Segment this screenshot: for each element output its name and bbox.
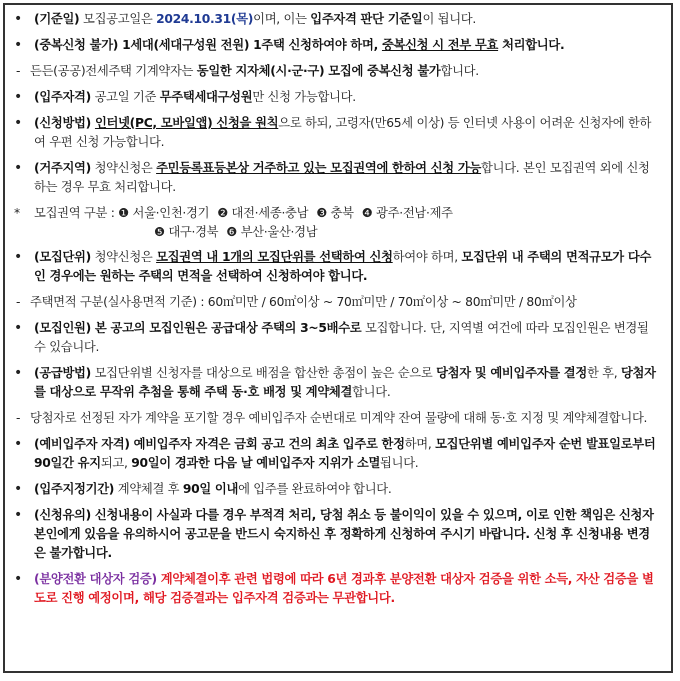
bullet-icon: • (14, 320, 22, 336)
text-run: 계약체결 후 (114, 482, 183, 496)
emphasis-run: (거주지역) (34, 161, 91, 175)
emphasis-run: (신청유의) 신청내용이 사실과 다를 경우 부적격 처리, 당첨 취소 등 불이익이 있을 수 있으며, 이로 인한 책임은 신청자 본인에게 있음을 유의하시어 공고문을 반드시 숙지하신 후 정확하게 신청하여 주시기 바랍니다. 신청 후 신청내용 변경은 불가합니다. (34, 508, 654, 560)
text-run: 청약신청은 (90, 161, 157, 175)
text-run: 공고일 기준 (90, 90, 160, 104)
bullet-icon: • (14, 89, 22, 105)
text-run: 합니다. 본인 모집권역 외에 신청하는 경우 무효 처리합니다. (34, 161, 650, 194)
region-label: 모집권역 구분 : (34, 206, 119, 220)
bullet-icon: • (14, 160, 22, 176)
emphasis-run: 당첨자를 대상으로 무작위 추첨을 통해 주택 동·호 배정 및 계약체결 (34, 366, 656, 399)
text-run: 이며, 이는 (253, 12, 311, 26)
emphasis-underlined: 모집권역 내 1개의 모집단위를 선택하여 신청 (156, 250, 393, 264)
notice-item-supply (12, 364, 658, 402)
text-run: 에 입주를 완료하여야 합니다. (238, 482, 392, 496)
text-run: 당첨자로 선정된 자가 계약을 포기할 경우 예비입주자 순번대로 미계약 잔여 물량에 대해 동·호 지정 및 계약체결합니다. (30, 411, 648, 425)
region-entry: ❺ 대구·경북 (154, 225, 219, 239)
bullet-icon: • (14, 436, 22, 452)
emphasis-run: 처리합니다. (498, 38, 565, 52)
bullet-icon: • (14, 249, 22, 265)
notice-item-conversion (12, 570, 658, 608)
notice-item-supply-sub (12, 409, 658, 428)
emphasis-run: (공급방법) (34, 366, 91, 380)
text-run: 한 후, (586, 366, 621, 380)
text-run: 되고, (100, 456, 132, 470)
emphasis-run: 무주택세대구성원 (159, 90, 253, 104)
bullet-icon: • (14, 507, 22, 523)
emphasis-underlined: 중복신청 시 전부 무효 (381, 38, 499, 52)
region-entry: ❶ 서울·인천·경기 (118, 206, 210, 220)
notice-item-caution (12, 506, 658, 563)
region-entry: ❹ 광주·전남·제주 (361, 206, 453, 220)
notice-item-eligibility (12, 88, 658, 107)
text-run: 든든(공공)전세주택 기계약자는 (30, 64, 197, 78)
region-list (12, 204, 658, 242)
region-entry: ❻ 부산·울산·경남 (226, 225, 318, 239)
bullet-icon: • (14, 37, 22, 53)
text-run: 청약신청은 (90, 250, 157, 264)
notice-item-duplicate (12, 36, 658, 55)
text-run: 주택면적 구분(실사용면적 기준) : 60㎡미만 / 60㎡이상 ~ 70㎡미만 / 70㎡이상 ~ 80㎡미만 / 80㎡이상 (30, 295, 577, 309)
bullet-icon: • (14, 115, 22, 131)
notice-content (12, 10, 658, 615)
notice-item-period (12, 480, 658, 499)
dash-marker: - (16, 64, 21, 78)
notice-item-reserve (12, 435, 658, 473)
text-run: 합니다. (440, 64, 479, 78)
notice-item-area-sub (12, 293, 658, 312)
emphasis-underlined: 주민등록표등본상 거주하고 있는 모집권역에 한하여 신청 가능 (156, 161, 482, 175)
emphasis-run: (모집단위) (34, 250, 91, 264)
emphasis-run: 90일 이내 (182, 482, 239, 496)
emphasis-run: (분양전환 대상자 검증) (34, 572, 161, 586)
bullet-icon: • (14, 481, 22, 497)
emphasis-run: 계약체결이후 관련 법령에 따라 6년 경과후 분양전환 대상자 검증을 위한 소득, 자산 검증을 별도로 진행 예정이며, 해당 검증결과는 입주자격 검증과는 무관합니다. (34, 572, 654, 605)
bullet-icon: • (14, 365, 22, 381)
text-run: 하여야 하며, (392, 250, 462, 264)
notice-item-base-date (12, 10, 658, 29)
region-entry: ❷ 대전·세종·충남 (217, 206, 309, 220)
emphasis-run: (입주자격) (34, 90, 91, 104)
text-run: 합니다. (352, 385, 391, 399)
notice-item-method (12, 114, 658, 152)
text-run: 모집합니다. 단, 지역별 여건에 따라 모집인원은 변경될 수 있습니다. (34, 321, 649, 354)
text-run: 만 신청 가능합니다. (252, 90, 356, 104)
emphasis-run: 동일한 지자체(시·군·구) 모집에 중복신청 불가 (196, 64, 441, 78)
notice-item-recruit (12, 319, 658, 357)
emphasis-underlined: 인터넷(PC, 모바일앱) 신청을 원칙 (94, 116, 279, 130)
text-run: 하며, (404, 437, 436, 451)
text-run: 모집단위별 신청자를 대상으로 배점을 합산한 총점이 높은 순으로 (90, 366, 437, 380)
emphasis-run: 90일이 경과한 다음 날 예비입주자 지위가 소멸 (131, 456, 381, 470)
emphasis-run: (기준일) (34, 12, 80, 26)
region-entry: ❸ 충북 (316, 206, 354, 220)
text-run: 이 됩니다. (422, 12, 476, 26)
bullet-icon: • (14, 571, 22, 587)
emphasis-run: 당첨자 및 예비입주자를 결정 (436, 366, 587, 380)
emphasis-run: (예비입주자 자격) 예비입주자 자격은 금회 공고 건의 최초 입주로 한정 (34, 437, 405, 451)
notice-item-unit (12, 248, 658, 286)
emphasis-run: 2024.10.31(목) (156, 12, 254, 26)
emphasis-run: 모집단위 내 주택의 면적규모가 다수인 경우에는 원하는 주택의 면적을 선택하여 신청하여야 합니다. (34, 250, 652, 283)
text-run: 모집공고일은 (79, 12, 157, 26)
bullet-icon: • (14, 11, 22, 27)
emphasis-run: (입주지정기간) (34, 482, 115, 496)
text-run: 됩니다. (380, 456, 419, 470)
emphasis-run: 모집단위별 예비입주자 순번 발표일로부터 90일간 유지 (34, 437, 656, 470)
asterisk-marker: * (14, 206, 20, 220)
emphasis-run: (신청방법) (34, 116, 95, 130)
emphasis-run: (모집인원) 본 공고의 모집인원은 공급대상 주택의 3~5배수로 (34, 321, 362, 335)
notice-item-duplicate-sub (12, 62, 658, 81)
emphasis-run: 입주자격 판단 기준일 (310, 12, 423, 26)
notice-item-residence (12, 159, 658, 197)
dash-marker: - (16, 295, 21, 309)
emphasis-run: (중복신청 불가) 1세대(세대구성원 전원) 1주택 신청하여야 하며, (34, 38, 382, 52)
text-run: 으로 하되, 고령자(만65세 이상) 등 인터넷 사용이 어려운 신청자에 한하여 우편 신청 가능합니다. (34, 116, 652, 149)
dash-marker: - (16, 411, 21, 425)
